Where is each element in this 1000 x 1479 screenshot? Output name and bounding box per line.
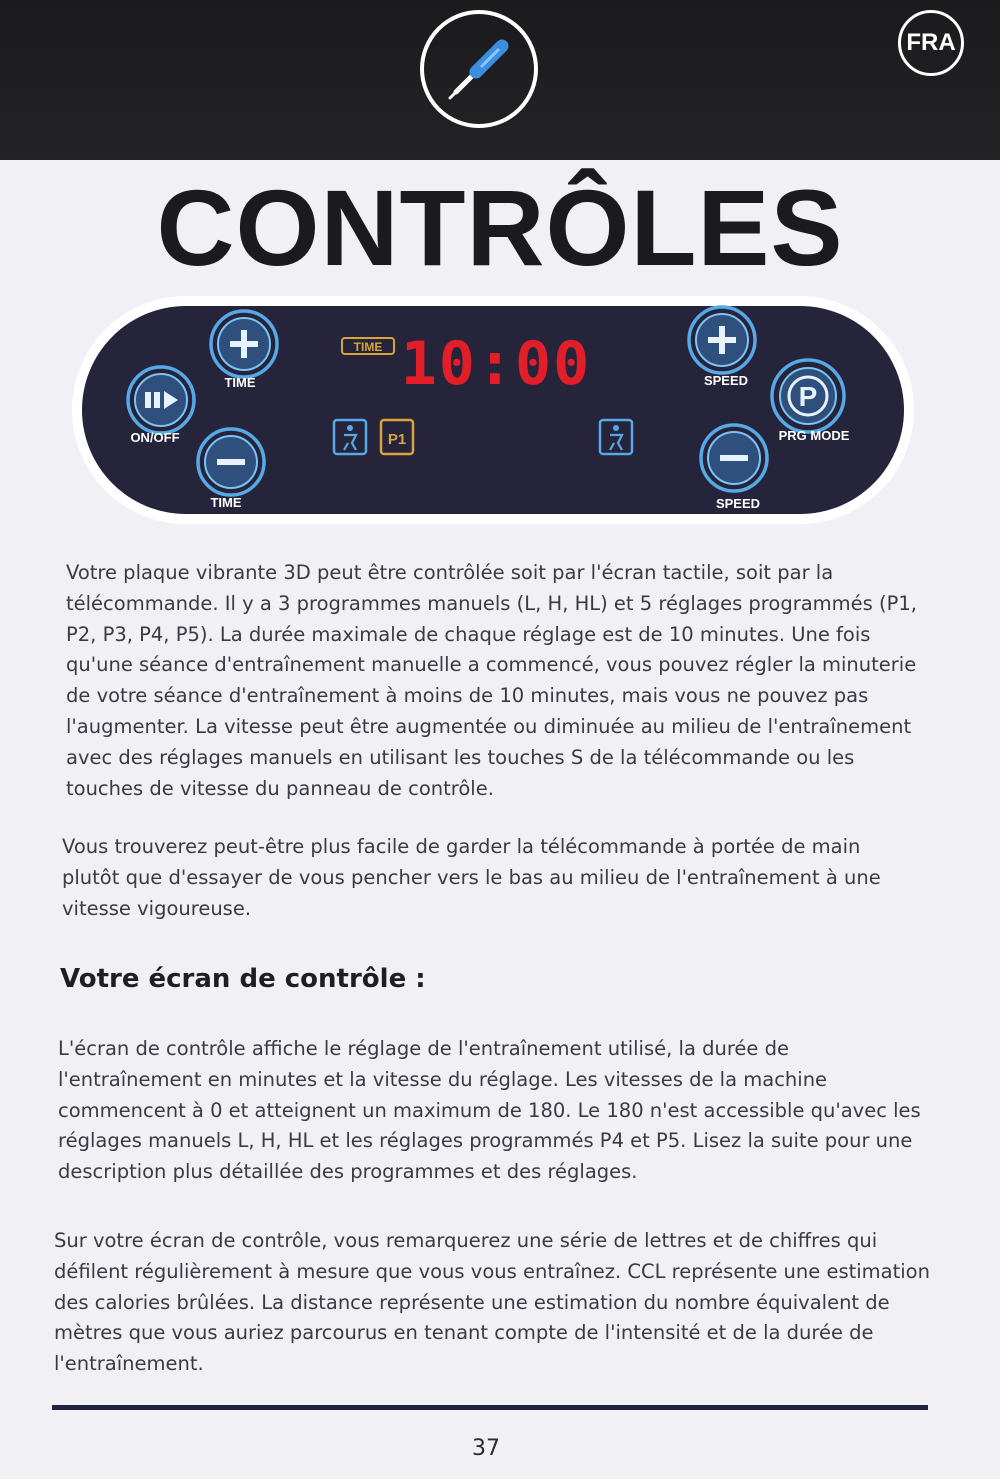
screwdriver-icon (442, 32, 516, 106)
timer-display: 10:00 (400, 329, 592, 399)
time-plus-label: TIME (224, 375, 256, 390)
speed-minus-label: SPEED (715, 496, 761, 511)
page-title: CONTRÔLES (156, 167, 844, 288)
prg-mode-letter: P (798, 381, 818, 412)
language-badge: FRA (898, 10, 964, 76)
section-heading: Votre écran de contrôle : (60, 964, 426, 994)
speed-plus-label: SPEED (703, 373, 749, 388)
onoff-button (128, 367, 194, 433)
onoff-label: ON/OFF (130, 430, 180, 445)
display-info-paragraph: Sur votre écran de contrôle, vous remarquerez une série de lettres et de chiffres qui défilent régulièrement à mesure que vous vous entraînez. CCL représente une estimation des calories brûlées. La distance représente une estimation du nombre équivalent de mètres que vous auriez parcourus en tenant compte de l'intensité et de la durée de l'entraînement. (54, 1229, 930, 1376)
footer-rule (52, 1405, 928, 1410)
prg-mode-label: PRG MODE (778, 428, 850, 443)
time-plus-button (211, 311, 277, 377)
time-minus-button (198, 429, 264, 495)
minus-icon (217, 459, 245, 465)
screen-paragraph: L'écran de contrôle affiche le réglage de l'entraînement utilisé, la durée de l'entraînement en minutes et la vitesse du réglage. Les vitesses de la machine commencent à 0 et atteignent un maximum de 180. Le 180 n'est accessible qu'avec les réglages manuels L, H, HL et les réglages programmés P4 et P5. Lisez la suite pour une description plus détaillée des programmes et des réglages. (58, 1037, 921, 1184)
speed-minus-button (701, 425, 767, 491)
minus-icon (720, 455, 748, 461)
prg-mode-button (772, 360, 844, 432)
remote-paragraph: Vous trouverez peut-être plus facile de garder la télécommande à portée de main plutôt que d'essayer de vous pencher vers le bas au milieu de l'entraînement à une vitesse vigoureuse. (62, 835, 881, 920)
time-badge: TIME (353, 340, 383, 354)
screwdriver-badge (420, 10, 538, 128)
control-panel-illustration (68, 292, 918, 528)
program-label: P1 (387, 431, 407, 448)
page-number: 37 (472, 1436, 500, 1461)
intro-paragraph: Votre plaque vibrante 3D peut être contrôlée soit par l'écran tactile, soit par la télécommande. Il y a 3 programmes manuels (L, H, HL) et 5 réglages programmés (P1, P2, P3, P4, P5). La durée maximale de chaque réglage est de 10 minutes. Une fois qu'une séance d'entraînement manuelle a commencé, vous pouvez régler la minuterie de votre séance d'entraînement à moins de 10 minutes, mais vous ne pouvez pas l'augmenter. La vitesse peut être augmentée ou diminuée au milieu de l'entraînement avec des réglages manuels en utilisant les touches S de la télécommande ou les touches de vitesse du panneau de contrôle. (66, 561, 917, 800)
time-minus-label: TIME (210, 495, 242, 510)
speed-plus-button (689, 307, 755, 373)
